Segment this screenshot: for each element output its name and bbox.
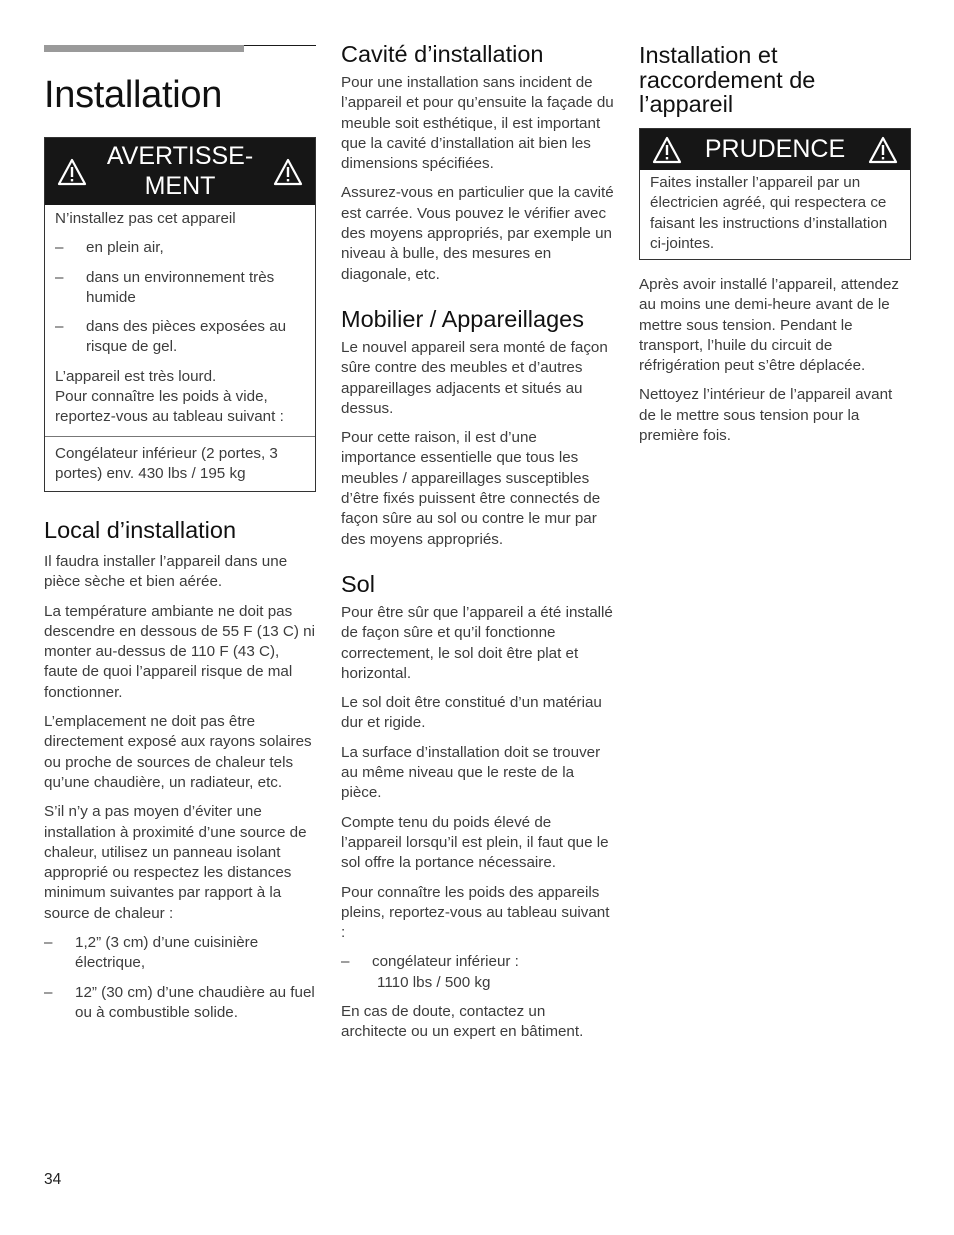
header-rule-line bbox=[244, 45, 316, 46]
list-item: – dans un environnement très humide bbox=[55, 268, 275, 306]
paragraph: La surface d’installation doit se trouver au même niveau que le reste de la pièce. bbox=[341, 743, 601, 802]
caution-text: Faites installer l’appareil par un électricien agréé, qui respectera ce faisant les instructions d’installation ci-jointes. bbox=[650, 174, 888, 252]
paragraph: Pour connaître les poids des appareils pleins, reportez-vous au tableau suivant : bbox=[341, 883, 610, 942]
paragraph: Après avoir installé l’appareil, attendez au moins une demi-heure avant de le mettre sous tension. Pendant le transport, l’huile du circuit de réfrigération peut s’être déplacée. bbox=[639, 276, 900, 375]
paragraph: L’emplacement ne doit pas être directement exposé aux rayons solaires ou proche de sources de chaleur tels qu’une chaudière, un radiateur, etc. bbox=[44, 713, 312, 791]
paragraph: Compte tenu du poids élevé de l’appareil lorsqu’il est plein, il faut que le sol offre la portance nécessaire. bbox=[341, 813, 609, 872]
header-rule-bar bbox=[44, 45, 244, 52]
paragraph: Assurez-vous en particulier que la cavité est carrée. Vous pouvez le vérifier avec des moyens appropriés, par exemple un niveau à bulle, des mesures en diagonale, etc. bbox=[341, 184, 614, 283]
list-item: – 12” (30 cm) d’une chaudière au fuel ou à combustible solide. bbox=[44, 983, 315, 1021]
warning-body bbox=[45, 205, 315, 491]
list-item: – en plein air, bbox=[55, 239, 164, 257]
paragraph: Nettoyez l’intérieur de l’appareil avant de le mettre sous tension pour la première fois. bbox=[639, 386, 893, 445]
page-number: 34 bbox=[44, 1171, 62, 1188]
warning-triangle-icon bbox=[652, 136, 682, 164]
page-title: Installation bbox=[44, 74, 223, 116]
paragraph: Pour une installation sans incident de l’appareil et pour qu’ensuite la façade du meuble soit esthétique, il est important que la cavité d’installation ait bien les dimensions spécifiées. bbox=[341, 74, 614, 173]
column-middle bbox=[341, 42, 615, 1052]
section-local bbox=[44, 518, 316, 1032]
section-heading: Cavité d’installation bbox=[341, 41, 544, 67]
paragraph: S’il n’y a pas moyen d’éviter une installation à proximité d’une source de chaleur, utilisez un panneau isolant approprié ou respectez les distances minimum suivantes par rapport à la source de chaleur : bbox=[44, 803, 307, 922]
section-heading: Sol bbox=[341, 570, 375, 597]
paragraph: En cas de doute, contactez un architecte ou un expert en bâtiment. bbox=[341, 1002, 584, 1041]
section-raccordement-text bbox=[639, 275, 911, 455]
caution-title: PRUDENCE bbox=[704, 135, 846, 163]
section-heading: Installation et raccordement de l’appareil bbox=[639, 42, 816, 117]
paragraph: Le sol doit être constitué d’un matériau dur et rigide. bbox=[341, 694, 602, 732]
paragraph: Le nouvel appareil sera monté de façon sûre contre des meubles et d’autres appareillages adjacents et situés au dessus. bbox=[341, 338, 608, 417]
caution-box bbox=[639, 128, 911, 260]
caution-body bbox=[640, 170, 910, 259]
header-rule bbox=[44, 45, 316, 53]
caution-header bbox=[640, 129, 910, 170]
list-item: – 1,2” (3 cm) d’une cuisinière électrique, bbox=[44, 934, 259, 972]
warning-header bbox=[45, 138, 315, 205]
warning-triangle-icon bbox=[273, 158, 303, 186]
warning-intro: N’installez pas cet appareil bbox=[55, 210, 236, 227]
column-right bbox=[639, 43, 911, 130]
paragraph: Pour cette raison, il est d’une importance essentielle que tous les meubles / appareillages susceptibles d’être fixés puissent être connectés de façon sûre au sol ou contre le mur par des moyens appropriés. bbox=[341, 429, 601, 548]
divider bbox=[45, 436, 315, 437]
warning-title-line2: MENT bbox=[144, 172, 216, 200]
warning-triangle-icon bbox=[57, 158, 87, 186]
warning-title-line1: AVERTISSE- bbox=[106, 142, 254, 170]
list-item: – dans des pièces exposées au risque de gel. bbox=[55, 318, 287, 356]
paragraph: Pour être sûr que l’appareil a été installé de façon sûre et qu’il fonctionne correctement, le sol doit être plat et horizontal. bbox=[341, 603, 613, 682]
warning-triangle-icon bbox=[868, 136, 898, 164]
section-heading: Mobilier / Appareillages bbox=[341, 305, 584, 332]
warning-weight-note: L’appareil est très lourd. Pour connaître les poids à vide, reportez-vous au tableau suivant : bbox=[55, 367, 284, 426]
paragraph: La température ambiante ne doit pas descendre en dessous de 55 F (13 C) ni monter au-dessus de 110 F (43 C), faute de quoi l’appareil risque de mal fonctionner. bbox=[44, 602, 316, 701]
list-item: – congélateur inférieur : 1110 lbs / 500 kg bbox=[341, 953, 519, 991]
section-heading: Local d’installation bbox=[44, 517, 237, 543]
paragraph: Il faudra installer l’appareil dans une pièce sèche et bien aérée. bbox=[44, 553, 288, 591]
warning-table-row: Congélateur inférieur (2 portes, 3 portes) env. 430 lbs / 195 kg bbox=[55, 444, 278, 482]
warning-box bbox=[44, 137, 316, 492]
